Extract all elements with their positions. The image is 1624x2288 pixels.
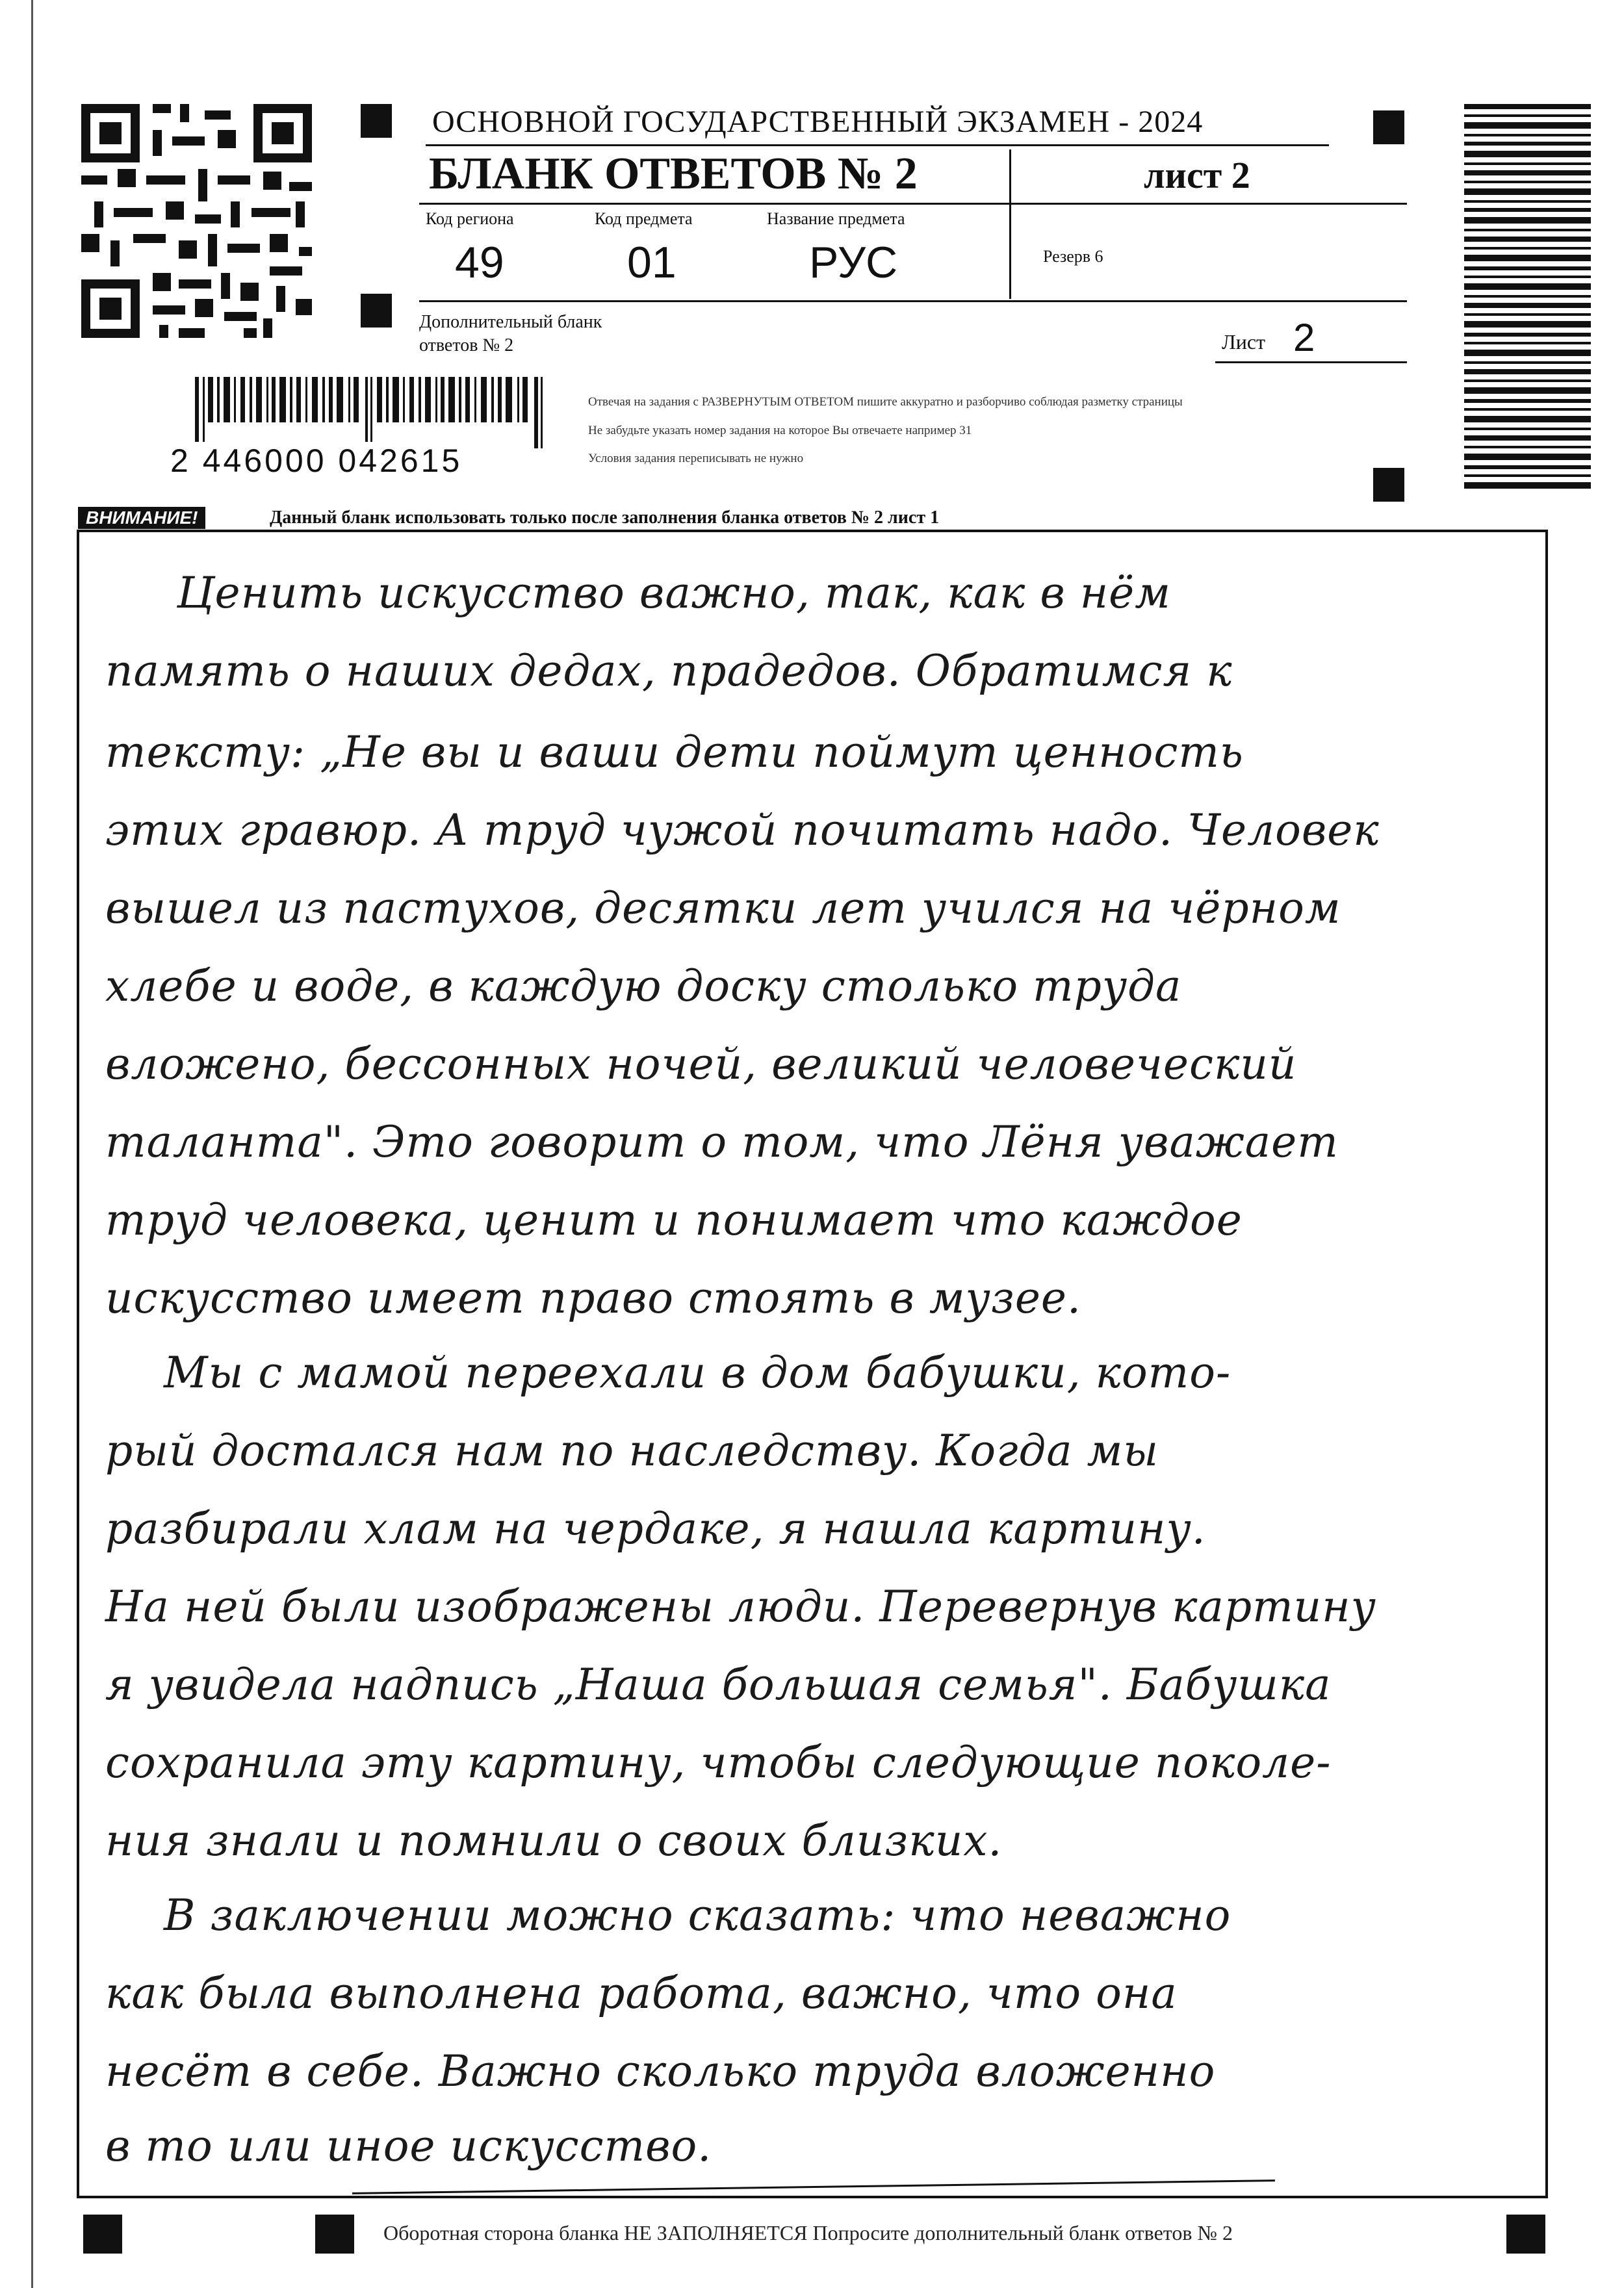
instruction-3: Условия задания переписывать не нужно [588, 452, 804, 465]
side-barcode [1464, 104, 1591, 494]
exam-title: ОСНОВНОЙ ГОСУДАРСТВЕННЫЙ ЭКЗАМЕН - 2024 [432, 105, 1204, 139]
form-title-underline [419, 203, 1407, 205]
notice-text: Данный бланк использовать только после заполнения бланка ответов № 2 лист 1 [270, 508, 940, 528]
answer-line: сохранила эту картину, чтобы следующие поколе- [105, 1738, 1332, 1788]
region-label: Код региона [426, 209, 514, 228]
qr-code [81, 104, 312, 338]
answer-line: я увидела надпись „Наша большая семья". Бабушка [105, 1660, 1332, 1710]
attention-badge: ВНИМАНИЕ! [78, 507, 205, 529]
answer-line: вложено, бессонных ночей, великий человеческий [105, 1039, 1297, 1089]
sheet-underline [1215, 361, 1407, 363]
answer-line: в то или иное искусство. [105, 2121, 712, 2171]
answer-line: В заключении можно сказать: что неважно [164, 1890, 1231, 1940]
instruction-1: Отвечая на задания с РАЗВЕРНУТЫМ ОТВЕТОМ пишите аккуратно и разборчиво соблюдая разметку страницы [588, 395, 1183, 409]
answer-line: Мы с мамой переехали в дом бабушки, кото- [164, 1348, 1231, 1398]
marker-square [1506, 2215, 1545, 2254]
answer-line: На ней были изображены люди. Перевернув картину [105, 1582, 1376, 1632]
subject-code-label: Код предмета [595, 209, 693, 228]
marker-square [315, 2215, 354, 2254]
form-title: БЛАНК ОТВЕТОВ № 2 [429, 149, 918, 199]
answer-line: рый достался нам по наследству. Когда мы [105, 1426, 1159, 1476]
sheet-title: лист 2 [1144, 154, 1250, 196]
marker-square [361, 294, 392, 328]
footer-text: Оборотная сторона бланка НЕ ЗАПОЛНЯЕТСЯ Попросите дополнительный бланк ответов № 2 [383, 2221, 1233, 2244]
codes-underline [419, 300, 1407, 302]
answer-line: искусство имеет право стоять в музее. [105, 1273, 1081, 1323]
marker-square [83, 2215, 122, 2254]
answer-line: этих гравюр. А труд чужой почитать надо. Человек [105, 805, 1380, 855]
header-divider-vertical [1009, 149, 1011, 299]
answer-line: таланта". Это говорит о том, что Лёня уважает [105, 1117, 1339, 1167]
answer-line: как была выполнена работа, важно, что она [105, 1968, 1178, 2018]
form-barcode [195, 377, 546, 448]
barcode-number: 2 446000 042615 [170, 443, 463, 479]
reserve-label: Резерв 6 [1043, 247, 1103, 266]
answer-line: ния знали и помнили о своих близких. [105, 1816, 1003, 1866]
sheet-value: 2 [1293, 316, 1315, 359]
answer-line: хлебе и воде, в каждую доску столько труда [105, 961, 1182, 1011]
region-value: 49 [455, 238, 504, 287]
marker-square [361, 104, 392, 138]
answer-line: память о наших дедах, прадедов. Обратимся к [105, 646, 1233, 696]
subject-name-label: Название предмета [767, 209, 905, 228]
answer-line: Ценить искусство важно, так, как в нём [177, 568, 1171, 618]
answer-area [77, 530, 1548, 2198]
sheet-label: Лист [1222, 330, 1266, 353]
answer-line: труд человека, ценит и понимает что каждое [105, 1195, 1243, 1245]
answer-line: разбирали хлам на чердаке, я нашла картину. [105, 1504, 1206, 1554]
left-margin-line [31, 0, 33, 2288]
marker-square [1373, 110, 1404, 144]
subject-code-value: 01 [627, 238, 677, 287]
answer-line: вышел из пастухов, десятки лет учился на чёрном [105, 883, 1341, 933]
exam-title-underline [426, 144, 1329, 146]
end-line [352, 2179, 1275, 2194]
instruction-2: Не забудьте указать номер задания на которое Вы отвечаете например 31 [588, 424, 972, 437]
marker-square [1373, 468, 1404, 502]
subject-name-value: РУС [809, 238, 898, 287]
additional-label: Дополнительный бланк ответов № 2 [419, 312, 602, 355]
answer-line: несёт в себе. Важно сколько труда вложенно [105, 2046, 1216, 2096]
answer-line: тексту: „Не вы и ваши дети поймут ценность [105, 727, 1244, 777]
